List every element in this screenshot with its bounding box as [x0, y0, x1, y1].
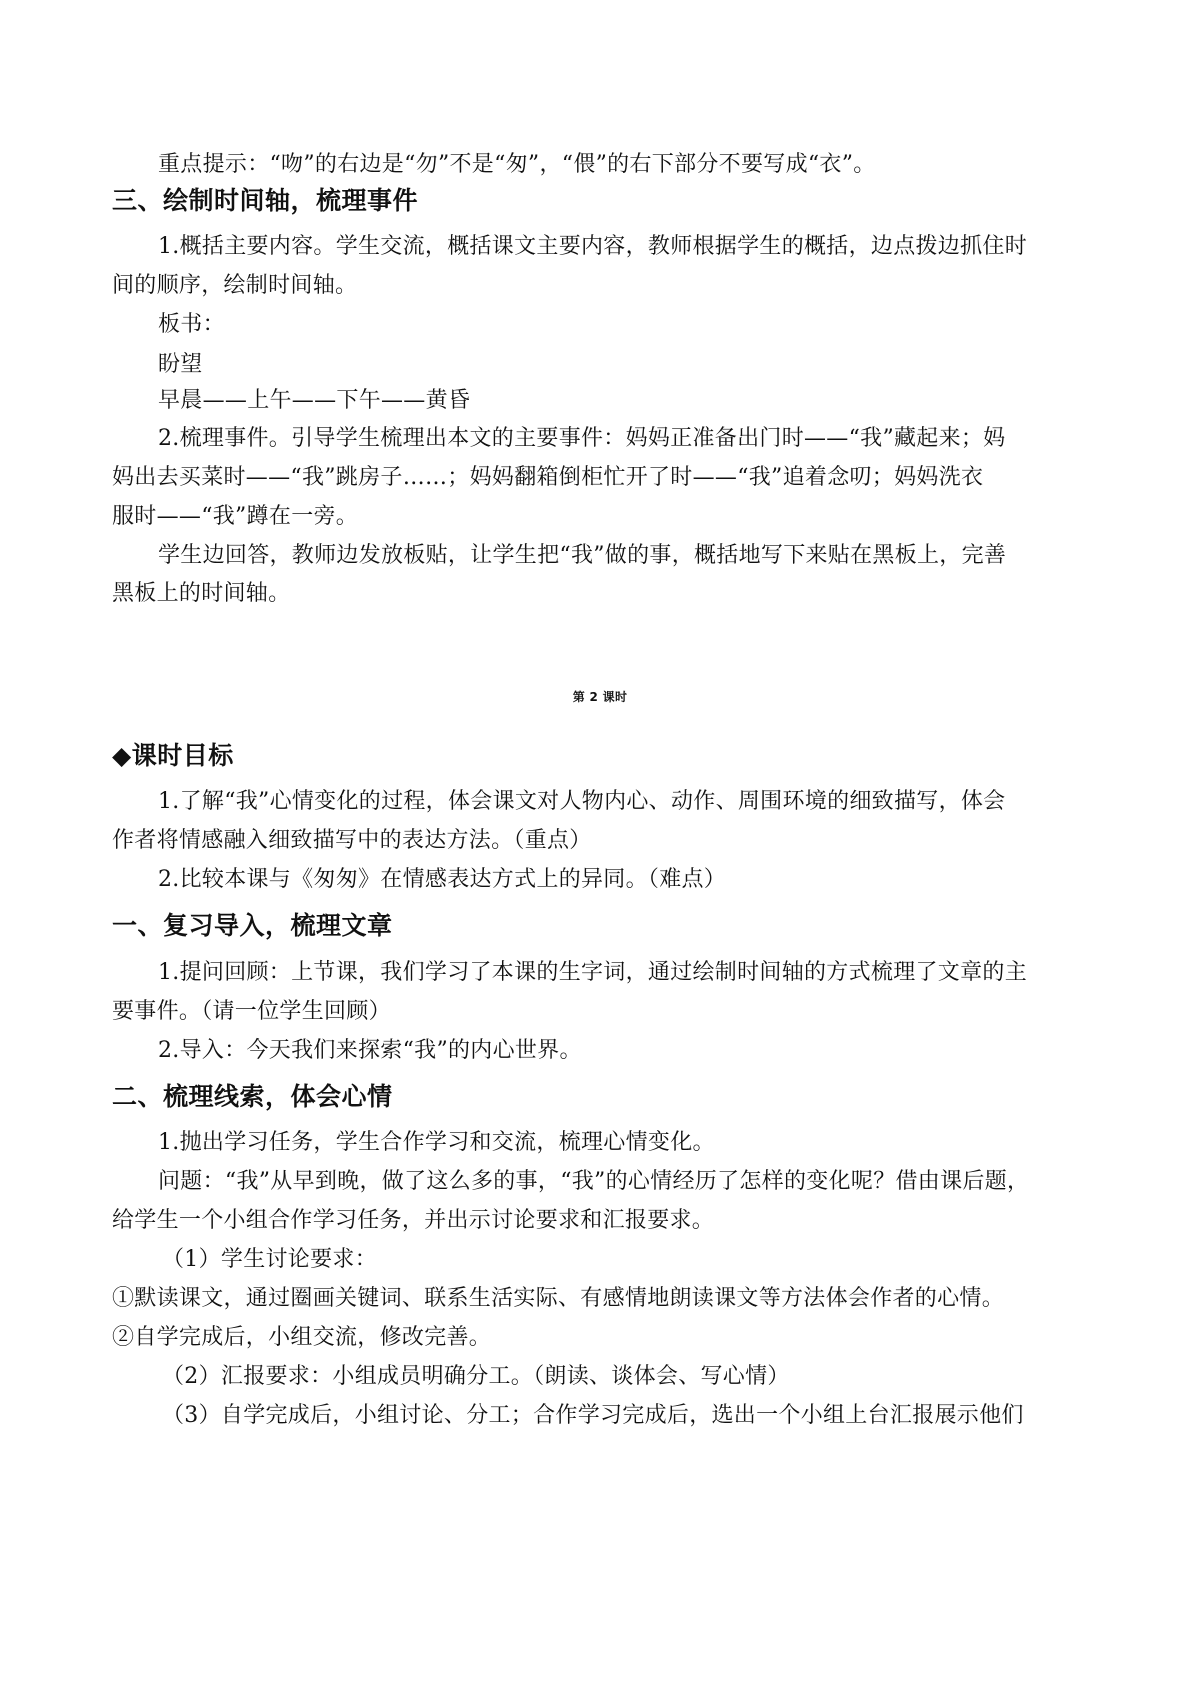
list-item: （2）汇报要求：小组成员明确分工。（朗读、谈体会、写心情）: [162, 1364, 790, 1389]
list-item: ①默读课文，通过圈画关键词、联系生活实际、有感情地朗读课文等方法体会作者的心情。: [112, 1286, 1005, 1311]
section-heading-clues: 二、梳理线索，体会心情: [112, 1082, 393, 1111]
paragraph-line: 2.导入：今天我们来探索“我”的内心世界。: [158, 1038, 582, 1063]
section-heading-review: 一、复习导入，梳理文章: [112, 911, 393, 940]
board-label: 板书：: [158, 312, 225, 337]
list-item: ②自学完成后，小组交流，修改完善。: [112, 1325, 492, 1350]
board-timeline: 早晨——上午——下午——黄昏: [158, 388, 471, 413]
paragraph-line: 问题：“我”从早到晚，做了这么多的事，“我”的心情经历了怎样的变化呢？借由课后题，: [158, 1169, 1030, 1194]
paragraph-line: 1.抛出学习任务，学生合作学习和交流，梳理心情变化。: [158, 1130, 715, 1155]
key-tip-paragraph: 重点提示：“吻”的右边是“勿”不是“匆”，“偎”的右下部分不要写成“衣”。: [158, 152, 876, 177]
objective-line: 1.了解“我”心情变化的过程，体会课文对人物内心、动作、周围环境的细致描写，体会: [158, 789, 1006, 814]
list-item: （1）学生讨论要求：: [162, 1247, 377, 1272]
paragraph-line: 1.提问回顾：上节课，我们学习了本课的生字词，通过绘制时间轴的方式梳理了文章的主: [158, 960, 1027, 985]
lesson-title: 第 2 课时: [572, 690, 628, 704]
list-item: （3）自学完成后，小组讨论、分工；合作学习完成后，选出一个小组上台汇报展示他们: [162, 1403, 1024, 1428]
board-text: 盼望: [158, 352, 203, 377]
paragraph-line: 2.梳理事件。引导学生梳理出本文的主要事件：妈妈正准备出门时——“我”藏起来；妈: [158, 426, 1006, 451]
paragraph-line: 妈出去买菜时——“我”跳房子……；妈妈翻箱倒柜忙开了时——“我”追着念叨；妈妈洗衣: [112, 465, 984, 490]
paragraph-line: 给学生一个小组合作学习任务，并出示讨论要求和汇报要求。: [112, 1208, 715, 1233]
objective-line: 2.比较本课与《匆匆》在情感表达方式上的异同。（难点）: [158, 867, 727, 892]
section-heading-objectives: ◆课时目标: [112, 741, 234, 770]
paragraph-line: 黑板上的时间轴。: [112, 581, 291, 606]
paragraph-line: 服时——“我”蹲在一旁。: [112, 504, 359, 529]
paragraph-line: 学生边回答，教师边发放板贴，让学生把“我”做的事，概括地写下来贴在黑板上，完善: [158, 543, 1007, 568]
paragraph-line: 要事件。（请一位学生回顾）: [112, 999, 391, 1024]
paragraph-line: 1.概括主要内容。学生交流，概括课文主要内容，教师根据学生的概括，边点拨边抓住时: [158, 234, 1027, 259]
section-heading-timeline: 三、绘制时间轴，梳理事件: [112, 186, 419, 215]
paragraph-line: 间的顺序，绘制时间轴。: [112, 273, 358, 298]
objective-line: 作者将情感融入细致描写中的表达方法。（重点）: [112, 828, 592, 853]
